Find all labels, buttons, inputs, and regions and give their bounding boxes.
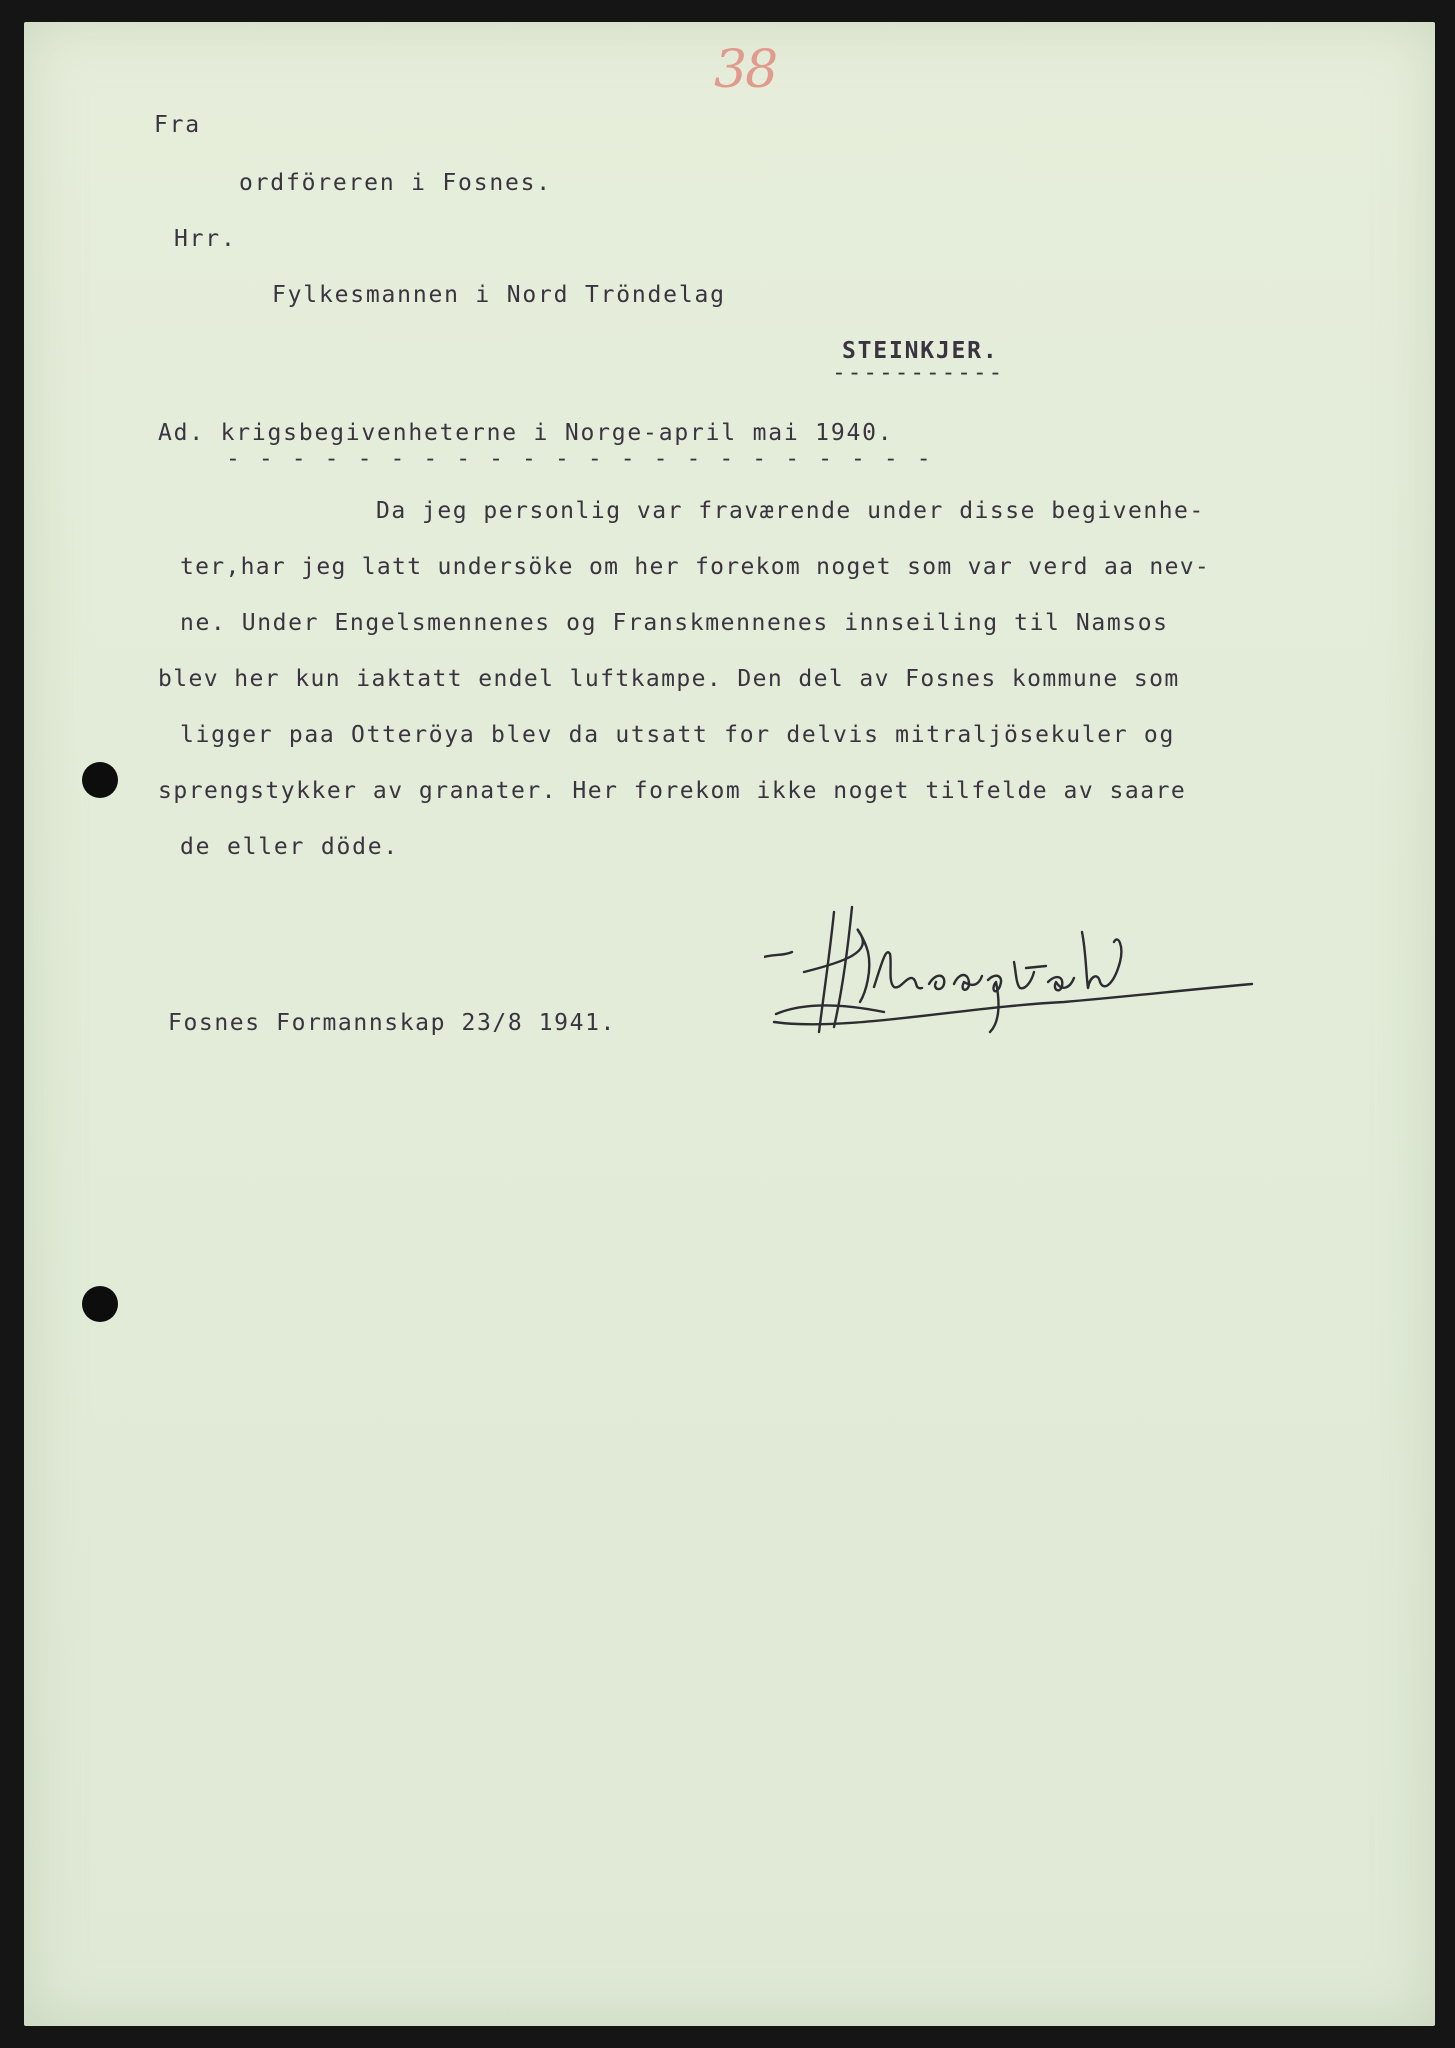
- body-line-5: ligger paa Otteröya blev da utsatt for delvis mitraljösekuler og: [180, 722, 1176, 748]
- city-underline: -----------: [832, 360, 1005, 386]
- body-line-1: Da jeg personlig var fraværende under disse begivenhe-: [376, 498, 1205, 524]
- recipient: Fylkesmannen i Nord Tröndelag: [272, 282, 726, 308]
- city: STEINKJER.: [842, 338, 999, 364]
- document-page: [24, 22, 1435, 2026]
- body-line-3: ne. Under Engelsmennenes og Franskmennenes innseiling til Namsos: [180, 610, 1169, 636]
- subject-underline: - - - - - - - - - - - - - - - - - - - - - -: [226, 446, 934, 472]
- body-line-7: de eller döde.: [180, 834, 400, 860]
- page-number: 38: [714, 40, 777, 100]
- body-line-6: sprengstykker av granater. Her forekom ikke noget tilfelde av saare: [158, 778, 1187, 804]
- subject-line: Ad. krigsbegivenheterne i Norge-april mai 1940.: [158, 420, 894, 446]
- salutation: Hrr.: [174, 226, 237, 252]
- punch-hole-top: [82, 762, 118, 798]
- sender: ordföreren i Fosnes.: [239, 170, 552, 196]
- from-label: Fra: [154, 112, 201, 138]
- body-line-4: blev her kun iaktatt endel luftkampe. Den del av Fosnes kommune som: [158, 666, 1180, 692]
- punch-hole-bottom: [82, 1286, 118, 1322]
- place-date: Fosnes Formannskap 23/8 1941.: [168, 1010, 616, 1036]
- handwritten-signature: [764, 892, 1264, 1062]
- body-line-2: ter,har jeg latt undersöke om her forekom noget som var verd aa nev-: [180, 554, 1211, 580]
